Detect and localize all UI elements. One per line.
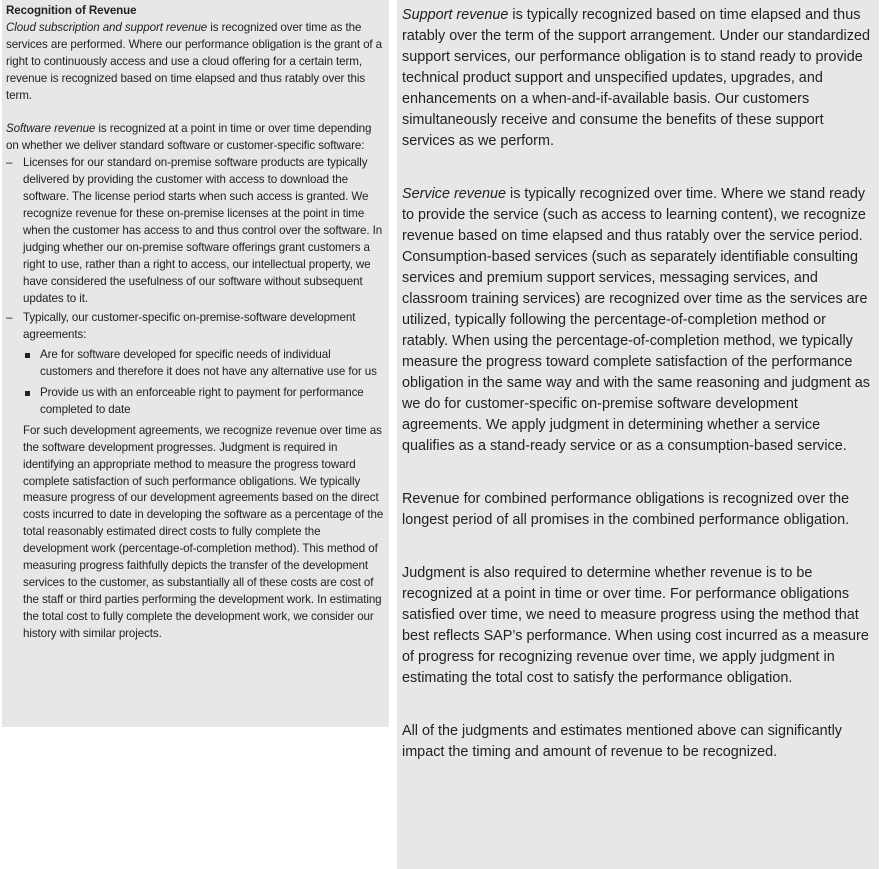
dash-marker: –	[6, 156, 13, 170]
criteria-item	[23, 347, 385, 381]
support-revenue-text: is typically recognized based on time elapsed and thus ratably over the term of the support arrangement. Under our standardized support services, our performance obligation is to stand ready to provide technical product support and unspecified updates, upgrades, and enhancements on a when-and-if-available basis. Our customers simultaneously receive and consume the benefits of these support services as we perform.	[402, 7, 870, 149]
software-revenue-paragraph	[6, 121, 385, 155]
right-column-panel	[397, 0, 879, 869]
cloud-revenue-text: is recognized over time as the services are performed. Where our performance obligation is the grant of a right to continuously access and use a cloud offering for a certain term, revenue is recognized based on time elapsed and thus ratably over this term.	[6, 20, 383, 102]
support-revenue-term: Support revenue	[402, 7, 509, 23]
section-heading: Recognition of Revenue	[6, 4, 137, 17]
list-item-licenses	[6, 155, 385, 307]
criteria-text: Are for software developed for specific needs of individual customers and therefore it does not have any alternative use for us	[40, 348, 377, 379]
licenses-text: Licenses for our standard on-premise software products are typically delivered by providing the customer with access to download the software. The license period starts when such access is granted. We recognize revenue for these on-premise licenses at the point in time when the customer has access to and thus control over the software. In judging whether our on-premise software offerings grant customers a right to use, rather than a right to access, our intellectual property, we have considered the usefulness of our software without subsequent updates to it.	[23, 156, 383, 305]
development-criteria-list	[23, 347, 385, 419]
dash-marker: –	[6, 311, 13, 325]
service-revenue-text: is typically recognized over time. Where we stand ready to provide the service (such as access to learning content), we recognize revenue based on time elapsed and thus ratably over the service period. Consumption-based services (such as separately identifiable consulting services and premium support services, messaging services, and classroom training services) are recognized over time as the services are utilized, typically following the percentage-of-completion method or ratably. When using the percentage-of-completion method, we typically measure the progress toward complete satisfaction of the performance obligation in the same way and with the same reasoning and judgment as we do for customer-specific on-premise software development agreements. We apply judgment in determining whether a service qualifies as a stand-ready service or as a consumption-based service.	[402, 186, 870, 454]
list-item-development-agreements	[6, 310, 385, 418]
service-revenue-paragraph	[402, 184, 875, 457]
software-revenue-list	[6, 155, 385, 419]
criteria-item	[23, 385, 385, 419]
service-revenue-term: Service revenue	[402, 186, 506, 202]
cloud-revenue-term: Cloud subscription and support revenue	[6, 20, 208, 34]
development-intro-text: Typically, our customer-specific on-premise-software development agreements:	[23, 311, 356, 342]
software-revenue-text: is recognized at a point in time or over time depending on whether we deliver standard software or customer-specific software:	[6, 122, 372, 153]
judgment-paragraph: Judgment is also required to determine whether revenue is to be recognized at a point in time or over time. For performance obligations satisfied over time, we need to measure progress using the method that best reflects SAP’s performance. When using cost incurred as a measure of progress for recognizing revenue over time, we apply judgment in estimating the total cost to satisfy the performance obligation.	[402, 565, 869, 686]
square-bullet-icon	[25, 353, 30, 358]
left-column-panel	[2, 0, 389, 727]
cloud-revenue-paragraph	[6, 20, 385, 105]
development-agreements-paragraph: For such development agreements, we recognize revenue over time as the software development progresses. Judgment is required in identifying an appropriate method to measure the progress toward complete satisfaction of such performance obligations. We typically measure progress of our development agreements based on the direct costs incurred to date in developing the software as a percentage of the total reasonably estimated direct costs to fully complete the development work (percentage-of-completion method). This method of measuring progress faithfully depicts the transfer of the development services to the customer, as substantially all of these costs are cost of the staff or third parties performing the development work. In estimating the total cost to fully complete the development work, we consider our history with similar projects.	[23, 423, 384, 640]
support-revenue-paragraph	[402, 5, 875, 152]
combined-obligations-paragraph: Revenue for combined performance obligations is recognized over the longest period of all promises in the combined performance obligation.	[402, 491, 850, 528]
software-revenue-term: Software revenue	[6, 122, 96, 136]
criteria-text: Provide us with an enforceable right to payment for performance completed to date	[40, 386, 364, 416]
square-bullet-icon	[25, 391, 30, 396]
summary-paragraph: All of the judgments and estimates mentioned above can significantly impact the timing and amount of revenue to be recognized.	[402, 723, 842, 760]
